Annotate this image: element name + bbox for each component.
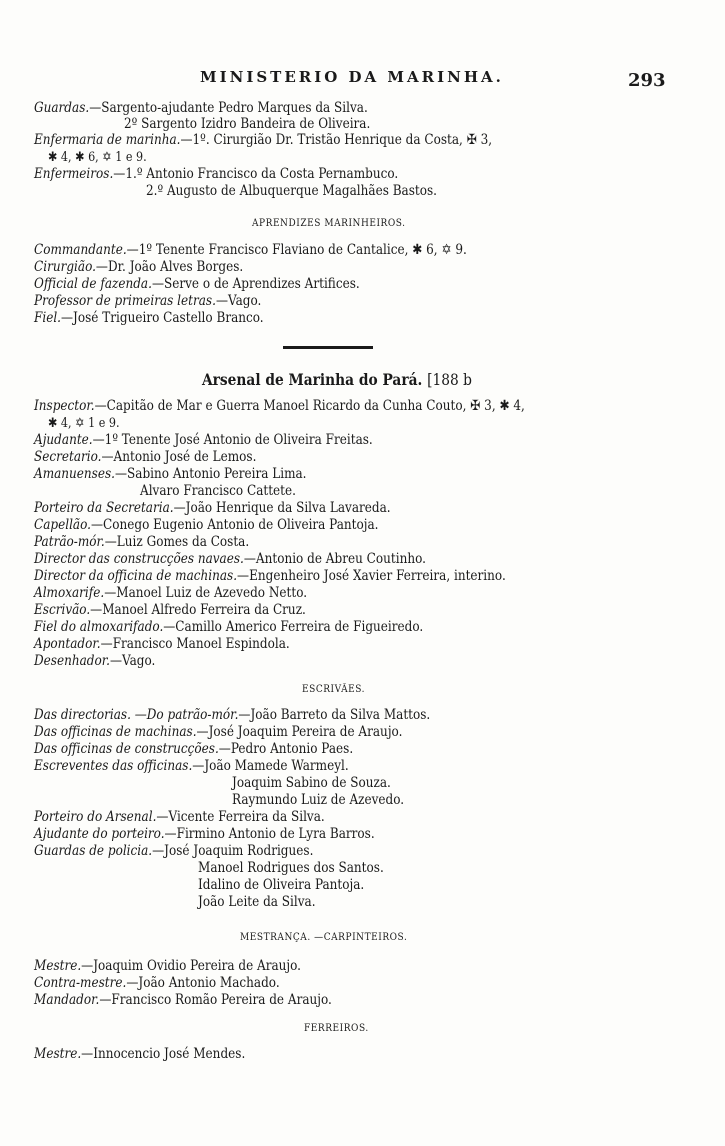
entry-commandante xyxy=(34,242,467,259)
entry-text: —Firmino Antonio de Lyra Barros. xyxy=(164,826,375,842)
entry-professor xyxy=(34,293,261,310)
entry-escreventes xyxy=(34,758,349,775)
entry-director-construccoes xyxy=(34,551,426,568)
entry-text: —Vago. xyxy=(109,653,156,669)
entry-text: —1º Tenente Francisco Flaviano de Cantalice, ✱ 6, ✡ 9. xyxy=(126,242,467,258)
entry-text: —1º Tenente José Antonio de Oliveira Freitas. xyxy=(92,432,373,448)
entry-text: —Antonio José de Lemos. xyxy=(101,449,257,465)
entry-official xyxy=(34,276,360,293)
entry-contra-mestre xyxy=(34,975,280,992)
entry-continuation: 2º Sargento Izidro Bandeira de Oliveira. xyxy=(124,116,371,132)
entry-continuation: João Leite da Silva. xyxy=(198,894,316,910)
entry-porteiro-secretaria xyxy=(34,500,391,517)
entry-text: —Capitão de Mar e Guerra Manoel Ricardo da Cunha Couto, ✠ 3, ✱ 4, xyxy=(94,398,525,414)
entry-directorias xyxy=(34,707,430,724)
entry-amanuenses xyxy=(34,466,307,483)
role-label: Mestre. xyxy=(34,1046,82,1062)
entry-text: —Sabino Antonio Pereira Lima. xyxy=(114,466,307,482)
entry-mandador xyxy=(34,992,332,1009)
entry-continuation: Manoel Rodrigues dos Santos. xyxy=(198,860,384,876)
role-label: Enfermaria de marinha. xyxy=(34,132,181,148)
entry-cirurgiao xyxy=(34,259,243,276)
entry-mestre-carpinteiros xyxy=(34,958,301,975)
entry-ajudante-porteiro xyxy=(34,826,375,843)
arsenal-title: Arsenal de Marinha do Pará. xyxy=(202,370,423,389)
entry-text: —Camillo Americo Ferreira de Figueiredo. xyxy=(163,619,424,635)
role-label: Guardas. xyxy=(34,100,90,116)
entry-almoxarife xyxy=(34,585,307,602)
entry-text: —Joaquim Ovidio Pereira de Araujo. xyxy=(81,958,302,974)
entry-continuation: ✱ 4, ✱ 6, ✡ 1 e 9. xyxy=(48,150,147,165)
entry-continuation: Raymundo Luiz de Azevedo. xyxy=(232,792,405,808)
section-heading-ferreiros: FERREIROS. xyxy=(304,1023,369,1034)
entry-text: —José Joaquim Pereira de Araujo. xyxy=(196,724,403,740)
entry-patrao xyxy=(34,534,249,551)
entry-escrivao xyxy=(34,602,306,619)
entry-text: —José Trigueiro Castello Branco. xyxy=(61,310,264,326)
role-label: Professor de primeiras letras. xyxy=(34,293,216,309)
entry-continuation: 2.º Augusto de Albuquerque Magalhães Bastos. xyxy=(146,183,438,199)
entry-continuation: Alvaro Francisco Cattete. xyxy=(140,483,296,499)
section-title-arsenal xyxy=(202,370,472,389)
role-label: Capellão. xyxy=(34,517,91,533)
role-label: Director da officina de machinas. xyxy=(34,568,238,584)
role-label: Commandante. xyxy=(34,242,127,258)
entry-text: —Dr. João Alves Borges. xyxy=(95,259,244,275)
entry-guardas-policia xyxy=(34,843,313,860)
entry-director-machinas xyxy=(34,568,506,585)
role-label: Mestre. xyxy=(34,958,82,974)
role-label: Director das construcções navaes. xyxy=(34,551,244,567)
role-label: Das officinas de construcções. xyxy=(34,741,219,757)
section-heading-mestranca: MESTRANÇA. —CARPINTEIROS. xyxy=(240,932,408,943)
role-label: Escreventes das officinas. xyxy=(34,758,193,774)
entry-officinas-construccoes xyxy=(34,741,353,758)
entry-text: —Sargento-ajudante Pedro Marques da Silva. xyxy=(89,100,368,116)
role-label: Fiel do almoxarifado. xyxy=(34,619,164,635)
role-label: Mandador. xyxy=(34,992,100,1008)
role-label: —Do patrão-mór. xyxy=(134,707,239,723)
entry-guardas xyxy=(34,100,368,117)
role-label: Contra-mestre. xyxy=(34,975,127,991)
entry-text: —Luiz Gomes da Costa. xyxy=(104,534,250,550)
entry-porteiro-arsenal xyxy=(34,809,325,826)
entry-text: —João Barreto da Silva Mattos. xyxy=(238,707,431,723)
role-label: Ajudante do porteiro. xyxy=(34,826,165,842)
entry-text: —Innocencio José Mendes. xyxy=(81,1046,246,1062)
entry-apontador xyxy=(34,636,290,653)
role-label: Escrivão. xyxy=(34,602,91,618)
entry-text: —Francisco Manoel Espindola. xyxy=(100,636,290,652)
entry-ajudante xyxy=(34,432,373,449)
role-label: Secretario. xyxy=(34,449,102,465)
entry-text: —João Henrique da Silva Lavareda. xyxy=(173,500,391,516)
entry-enfermaria xyxy=(34,132,492,149)
entry-text: —Manoel Luiz de Azevedo Netto. xyxy=(104,585,308,601)
entry-text: —1º. Cirurgião Dr. Tristão Henrique da Costa, ✠ 3, xyxy=(180,132,493,148)
entry-text: —1.º Antonio Francisco da Costa Pernambuco. xyxy=(113,166,399,182)
role-label: Porteiro do Arsenal. xyxy=(34,809,157,825)
entry-continuation: Joaquim Sabino de Souza. xyxy=(232,775,391,791)
entry-text: —João Mamede Warmeyl. xyxy=(192,758,349,774)
entry-text: —Antonio de Abreu Coutinho. xyxy=(243,551,426,567)
entry-desenhador xyxy=(34,653,155,670)
entry-text: —Vago. xyxy=(215,293,262,309)
role-label: Das directorias. xyxy=(34,707,131,723)
entry-continuation: Idalino de Oliveira Pantoja. xyxy=(198,877,365,893)
entry-text: —Serve o de Aprendizes Artifices. xyxy=(151,276,360,292)
entry-officinas-machinas xyxy=(34,724,402,741)
entry-text: —Manoel Alfredo Ferreira da Cruz. xyxy=(90,602,306,618)
entry-text: —João Antonio Machado. xyxy=(126,975,280,991)
entry-text: —José Joaquim Rodrigues. xyxy=(152,843,314,859)
arsenal-reference: [188 b xyxy=(427,370,472,389)
role-label: Fiel. xyxy=(34,310,62,326)
entry-fiel xyxy=(34,310,264,327)
role-label: Das officinas de machinas. xyxy=(34,724,197,740)
page-number: 293 xyxy=(628,70,666,91)
entry-text: —Francisco Romão Pereira de Araujo. xyxy=(99,992,332,1008)
section-heading-escrivaes: ESCRIVÃES. xyxy=(302,684,366,695)
role-label: Apontador. xyxy=(34,636,101,652)
entry-secretario xyxy=(34,449,256,466)
role-label: Desenhador. xyxy=(34,653,110,669)
role-label: Enfermeiros. xyxy=(34,166,114,182)
role-label: Cirurgião. xyxy=(34,259,96,275)
section-divider xyxy=(283,346,373,349)
role-label: Official de fazenda. xyxy=(34,276,152,292)
entry-text: —Pedro Antonio Paes. xyxy=(218,741,354,757)
entry-enfermeiros xyxy=(34,166,398,183)
entry-text: —Engenheiro José Xavier Ferreira, interino. xyxy=(237,568,506,584)
entry-text: —Vicente Ferreira da Silva. xyxy=(156,809,325,825)
role-label: Guardas de policia. xyxy=(34,843,153,859)
running-title: MINISTERIO DA MARINHA. xyxy=(200,68,504,86)
entry-text: —Conego Eugenio Antonio de Oliveira Pantoja. xyxy=(90,517,379,533)
entry-continuation: ✱ 4, ✡ 1 e 9. xyxy=(48,416,120,431)
role-label: Ajudante. xyxy=(34,432,93,448)
entry-inspector xyxy=(34,398,525,415)
entry-capellao xyxy=(34,517,379,534)
section-heading-aprendizes: APRENDIZES MARINHEIROS. xyxy=(252,218,406,229)
role-label: Porteiro da Secretaria. xyxy=(34,500,174,516)
role-label: Almoxarife. xyxy=(34,585,105,601)
entry-mestre-ferreiros xyxy=(34,1046,245,1063)
role-label: Amanuenses. xyxy=(34,466,115,482)
entry-fiel-almoxarifado xyxy=(34,619,423,636)
role-label: Inspector. xyxy=(34,398,95,414)
role-label: Patrão-mór. xyxy=(34,534,105,550)
